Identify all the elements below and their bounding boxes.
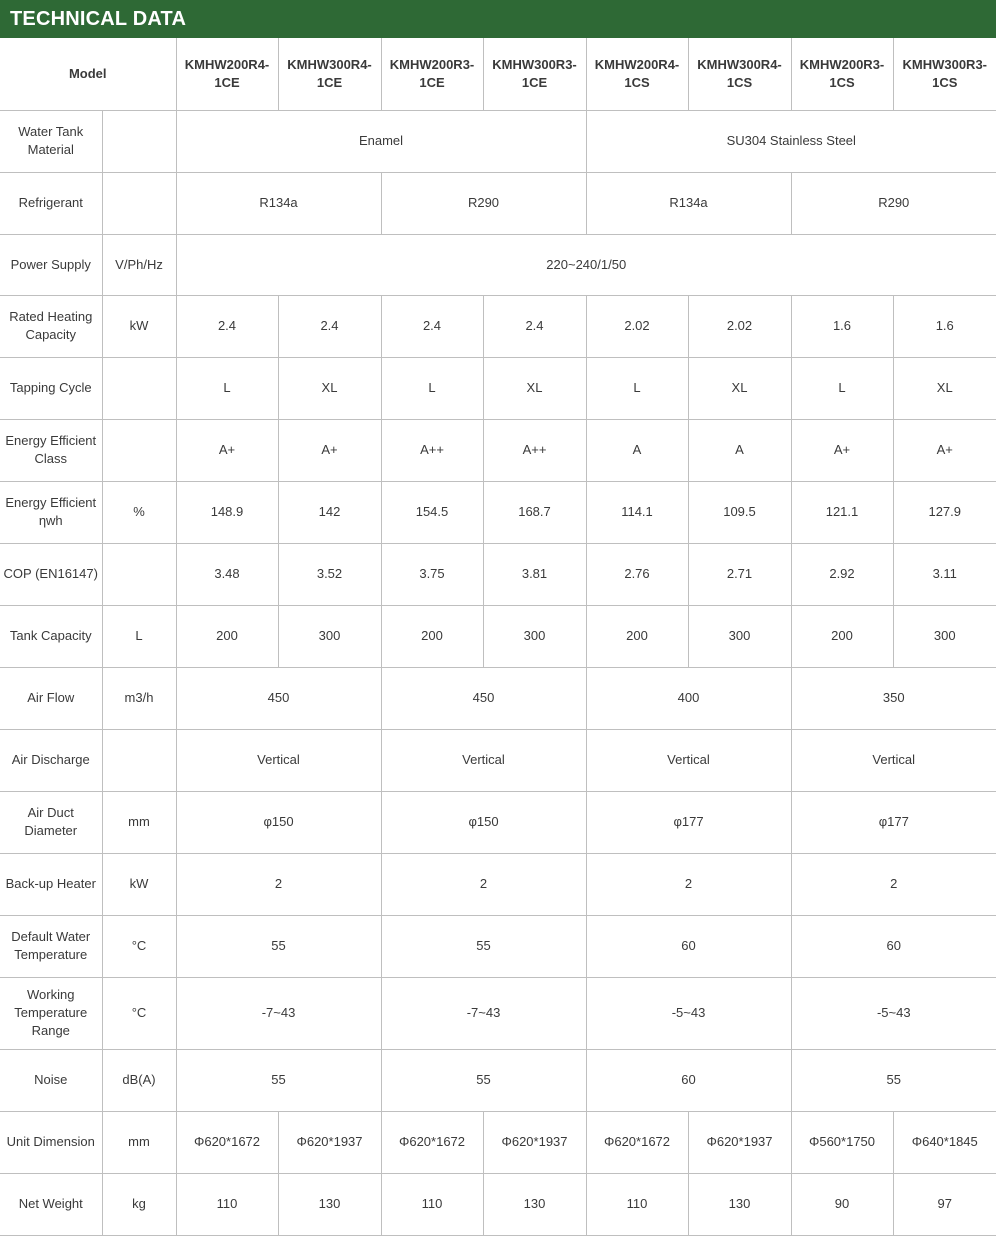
value-cell: 3.11	[893, 543, 996, 605]
row-unit-cell	[102, 729, 176, 791]
table-row	[0, 172, 996, 234]
value-cell: 154.5	[381, 481, 483, 543]
value-cell: 200	[381, 605, 483, 667]
table-row	[0, 915, 996, 977]
value-cell: -7~43	[176, 977, 381, 1049]
value-cell: Φ640*1845	[893, 1111, 996, 1173]
value-cell: 110	[586, 1173, 688, 1235]
value-cell: 300	[688, 605, 791, 667]
value-cell: Vertical	[176, 729, 381, 791]
value-cell: L	[791, 357, 893, 419]
value-cell: 2	[176, 853, 381, 915]
row-unit-cell	[102, 110, 176, 172]
row-unit-cell: kW	[102, 295, 176, 357]
table-row	[0, 1173, 996, 1235]
value-cell: 2	[586, 853, 791, 915]
value-cell: 121.1	[791, 481, 893, 543]
value-cell: -5~43	[791, 977, 996, 1049]
value-cell: A++	[483, 419, 586, 481]
model-name-cell: KMHW300R4-1CE	[278, 38, 381, 110]
value-cell: 300	[893, 605, 996, 667]
value-cell: 142	[278, 481, 381, 543]
value-cell: A++	[381, 419, 483, 481]
value-cell: 300	[278, 605, 381, 667]
row-unit-cell	[102, 357, 176, 419]
value-cell: R134a	[176, 172, 381, 234]
value-cell: 2	[381, 853, 586, 915]
value-cell: 55	[791, 1049, 996, 1111]
value-cell: 110	[381, 1173, 483, 1235]
value-cell: Enamel	[176, 110, 586, 172]
value-cell: 220~240/1/50	[176, 234, 996, 295]
value-cell: XL	[278, 357, 381, 419]
value-cell: L	[176, 357, 278, 419]
row-unit-cell	[102, 543, 176, 605]
value-cell: L	[586, 357, 688, 419]
value-cell: 55	[381, 915, 586, 977]
value-cell: 130	[278, 1173, 381, 1235]
value-cell: 200	[791, 605, 893, 667]
value-cell: 130	[483, 1173, 586, 1235]
value-cell: 55	[381, 1049, 586, 1111]
value-cell: Φ560*1750	[791, 1111, 893, 1173]
value-cell: 450	[381, 667, 586, 729]
row-label-cell: Default Water Temperature	[0, 915, 102, 977]
table-row	[0, 667, 996, 729]
table-row	[0, 295, 996, 357]
row-label-cell: Rated Heating Capacity	[0, 295, 102, 357]
value-cell: Vertical	[586, 729, 791, 791]
value-cell: 400	[586, 667, 791, 729]
value-cell: 3.52	[278, 543, 381, 605]
value-cell: Φ620*1672	[381, 1111, 483, 1173]
row-label-cell: Energy Efficient Class	[0, 419, 102, 481]
model-name-cell: KMHW300R3-1CE	[483, 38, 586, 110]
value-cell: 55	[176, 1049, 381, 1111]
value-cell: R290	[791, 172, 996, 234]
value-cell: 350	[791, 667, 996, 729]
table-row	[0, 234, 996, 295]
table-row	[0, 853, 996, 915]
row-label-cell: Working Temperature Range	[0, 977, 102, 1049]
value-cell: 200	[586, 605, 688, 667]
table-row	[0, 357, 996, 419]
value-cell: Φ620*1672	[176, 1111, 278, 1173]
row-label-cell: Net Weight	[0, 1173, 102, 1235]
value-cell: R134a	[586, 172, 791, 234]
value-cell: φ150	[381, 791, 586, 853]
value-cell: 450	[176, 667, 381, 729]
value-cell: A	[688, 419, 791, 481]
value-cell: XL	[893, 357, 996, 419]
row-label-cell: COP (EN16147)	[0, 543, 102, 605]
value-cell: 148.9	[176, 481, 278, 543]
value-cell: A+	[791, 419, 893, 481]
row-unit-cell: mm	[102, 791, 176, 853]
value-cell: φ177	[791, 791, 996, 853]
value-cell: 127.9	[893, 481, 996, 543]
value-cell: 2.76	[586, 543, 688, 605]
row-unit-cell	[102, 419, 176, 481]
row-unit-cell: %	[102, 481, 176, 543]
model-name-cell: KMHW200R4-1CE	[176, 38, 278, 110]
value-cell: 3.75	[381, 543, 483, 605]
model-name-cell: KMHW300R3-1CS	[893, 38, 996, 110]
row-unit-cell: °C	[102, 915, 176, 977]
row-label-cell: Unit Dimension	[0, 1111, 102, 1173]
value-cell: 110	[176, 1173, 278, 1235]
row-unit-cell: °C	[102, 977, 176, 1049]
row-label-cell: Water Tank Material	[0, 110, 102, 172]
value-cell: 2.4	[278, 295, 381, 357]
row-unit-cell: mm	[102, 1111, 176, 1173]
row-label-cell: Power Supply	[0, 234, 102, 295]
table-row	[0, 1049, 996, 1111]
row-unit-cell: V/Ph/Hz	[102, 234, 176, 295]
row-unit-cell	[102, 172, 176, 234]
row-unit-cell: L	[102, 605, 176, 667]
row-label-cell: Tank Capacity	[0, 605, 102, 667]
value-cell: 130	[688, 1173, 791, 1235]
table-row	[0, 1111, 996, 1173]
value-cell: 2.4	[483, 295, 586, 357]
table-row	[0, 605, 996, 667]
value-cell: Φ620*1937	[688, 1111, 791, 1173]
model-name-cell: KMHW200R3-1CS	[791, 38, 893, 110]
value-cell: Φ620*1672	[586, 1111, 688, 1173]
value-cell: Vertical	[381, 729, 586, 791]
value-cell: SU304 Stainless Steel	[586, 110, 996, 172]
value-cell: -5~43	[586, 977, 791, 1049]
table-row	[0, 791, 996, 853]
value-cell: A+	[278, 419, 381, 481]
model-header-label: Model	[0, 38, 176, 110]
row-label-cell: Air Flow	[0, 667, 102, 729]
value-cell: φ150	[176, 791, 381, 853]
value-cell: A+	[893, 419, 996, 481]
value-cell: 60	[791, 915, 996, 977]
value-cell: A+	[176, 419, 278, 481]
table-row	[0, 543, 996, 605]
table-row	[0, 977, 996, 1049]
row-label-cell: Back-up Heater	[0, 853, 102, 915]
value-cell: 3.81	[483, 543, 586, 605]
value-cell: 2.02	[688, 295, 791, 357]
value-cell: 300	[483, 605, 586, 667]
model-name-cell: KMHW200R4-1CS	[586, 38, 688, 110]
value-cell: XL	[688, 357, 791, 419]
table-row	[0, 481, 996, 543]
row-unit-cell: kW	[102, 853, 176, 915]
value-cell: Φ620*1937	[483, 1111, 586, 1173]
technical-data-table	[0, 38, 996, 1236]
value-cell: 168.7	[483, 481, 586, 543]
value-cell: 1.6	[791, 295, 893, 357]
value-cell: 2.4	[176, 295, 278, 357]
model-name-cell: KMHW300R4-1CS	[688, 38, 791, 110]
value-cell: 3.48	[176, 543, 278, 605]
value-cell: 90	[791, 1173, 893, 1235]
value-cell: 55	[176, 915, 381, 977]
row-label-cell: Noise	[0, 1049, 102, 1111]
row-unit-cell: kg	[102, 1173, 176, 1235]
value-cell: 97	[893, 1173, 996, 1235]
value-cell: Φ620*1937	[278, 1111, 381, 1173]
value-cell: 2	[791, 853, 996, 915]
table-row	[0, 110, 996, 172]
value-cell: 60	[586, 1049, 791, 1111]
value-cell: XL	[483, 357, 586, 419]
value-cell: 200	[176, 605, 278, 667]
table-header-row	[0, 38, 996, 110]
value-cell: 2.71	[688, 543, 791, 605]
row-label-cell: Air Duct Diameter	[0, 791, 102, 853]
value-cell: A	[586, 419, 688, 481]
table-row	[0, 729, 996, 791]
value-cell: φ177	[586, 791, 791, 853]
value-cell: 2.02	[586, 295, 688, 357]
value-cell: 2.4	[381, 295, 483, 357]
value-cell: 2.92	[791, 543, 893, 605]
row-label-cell: Refrigerant	[0, 172, 102, 234]
value-cell: 1.6	[893, 295, 996, 357]
value-cell: -7~43	[381, 977, 586, 1049]
value-cell: 114.1	[586, 481, 688, 543]
value-cell: Vertical	[791, 729, 996, 791]
row-label-cell: Tapping Cycle	[0, 357, 102, 419]
row-unit-cell: m3/h	[102, 667, 176, 729]
model-name-cell: KMHW200R3-1CE	[381, 38, 483, 110]
value-cell: R290	[381, 172, 586, 234]
value-cell: 60	[586, 915, 791, 977]
value-cell: L	[381, 357, 483, 419]
row-label-cell: Air Discharge	[0, 729, 102, 791]
row-label-cell: Energy Efficient ηwh	[0, 481, 102, 543]
page-title: TECHNICAL DATA	[0, 0, 996, 38]
value-cell: 109.5	[688, 481, 791, 543]
table-row	[0, 419, 996, 481]
row-unit-cell: dB(A)	[102, 1049, 176, 1111]
